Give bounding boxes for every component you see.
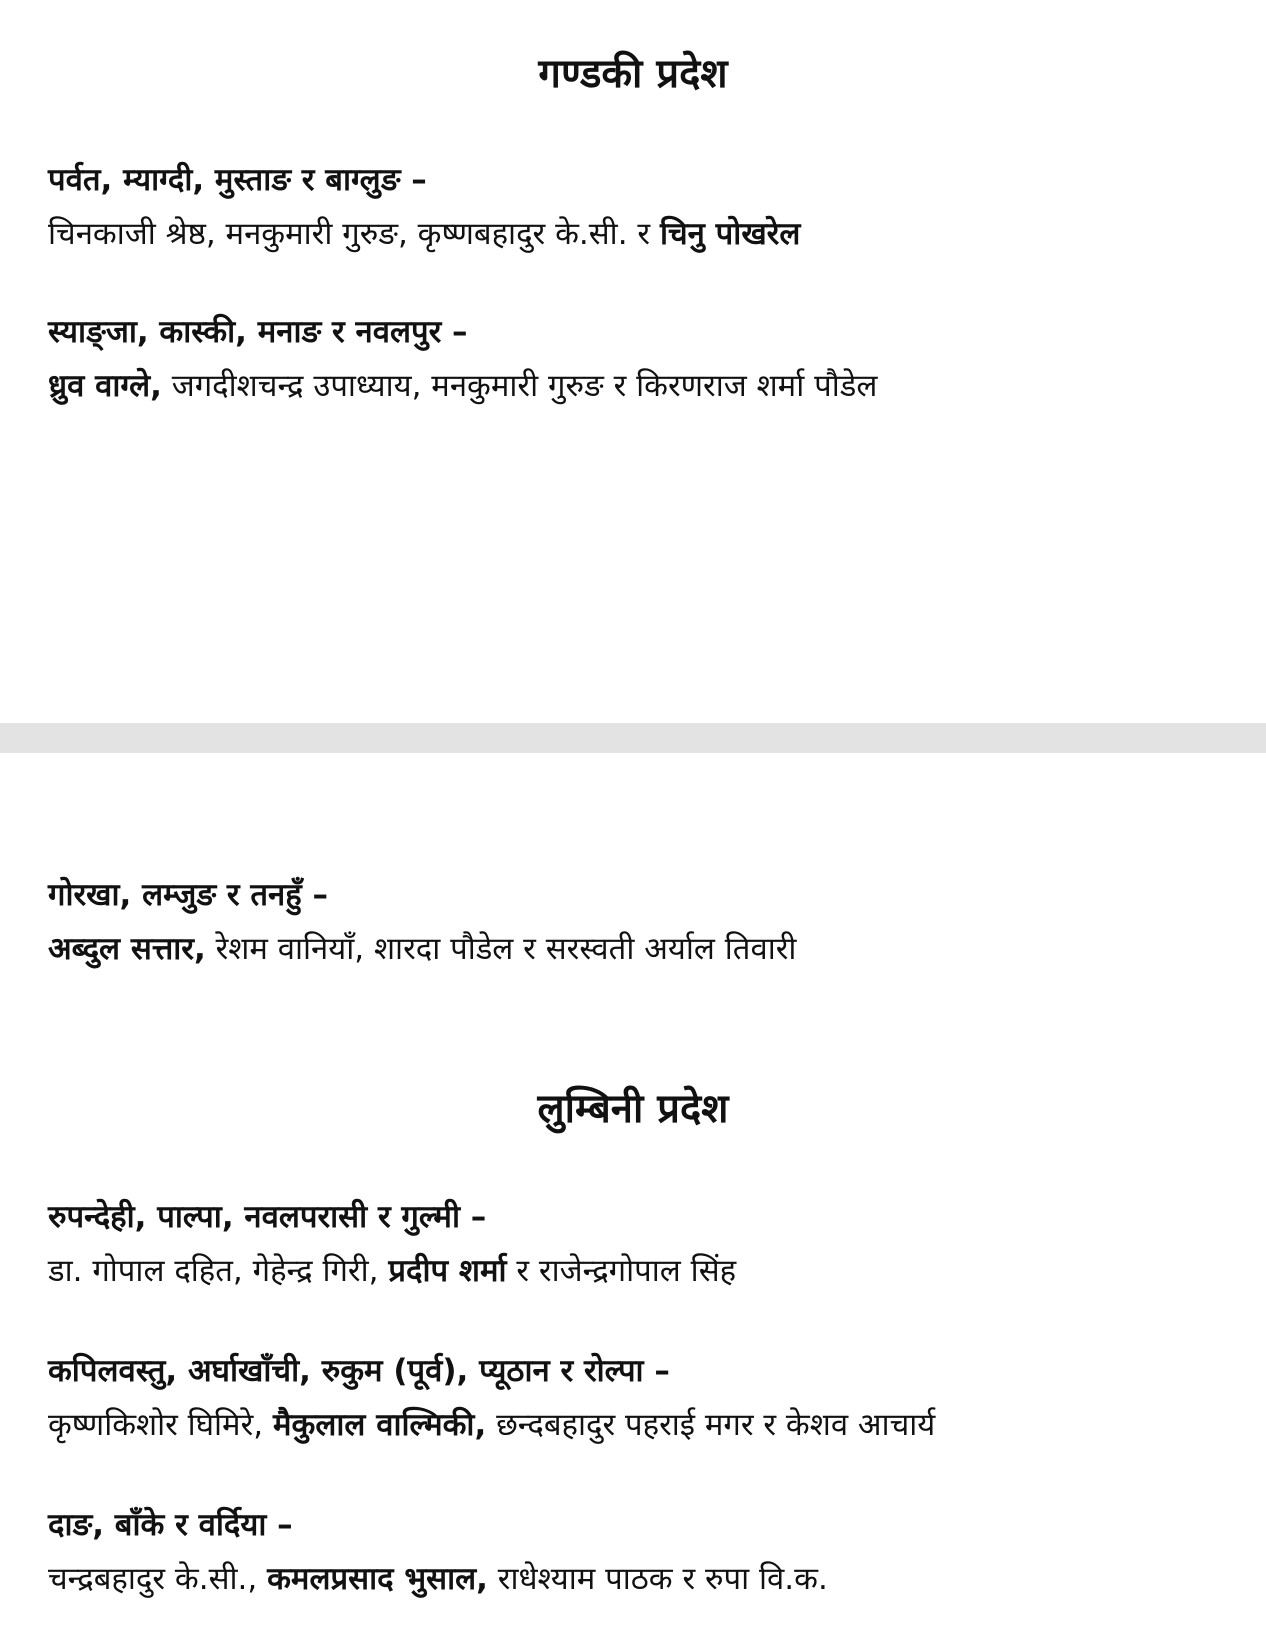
- name-text: चिनकाजी श्रेष्ठ, मनकुमारी गुरुङ, कृष्णबहादुर के.सी. र: [48, 216, 660, 252]
- name-text: राधेश्याम पाठक र रुपा वि.क.: [487, 1561, 828, 1597]
- name-text: छन्दबहादुर पहराई मगर र केशव आचार्य: [486, 1407, 936, 1443]
- name-text-bold: प्रदीप शर्मा: [388, 1253, 507, 1289]
- district-line: दाङ, बाँके र वर्दिया –: [48, 1507, 293, 1543]
- section-heading-lumbini: लुम्बिनी प्रदेश: [537, 1086, 729, 1132]
- district-line: रुपन्देही, पाल्पा, नवलपरासी र गुल्मी –: [48, 1199, 487, 1235]
- name-text: रेशम वानियाँ, शारदा पौडेल र सरस्वती अर्याल तिवारी: [205, 931, 797, 967]
- district-line: गोरखा, लम्जुङ र तनहुँ –: [48, 877, 329, 913]
- district-group-6: [48, 1503, 1238, 1601]
- names-line: [48, 1403, 1238, 1447]
- section-heading-gandaki: गण्डकी प्रदेश: [538, 51, 728, 97]
- name-text: डा. गोपाल दहित, गेहेन्द्र गिरी,: [48, 1253, 389, 1289]
- names-line: [48, 927, 1238, 971]
- district-group-4: [48, 1195, 1238, 1293]
- page-separator: [0, 723, 1266, 753]
- names-line: [48, 1249, 1238, 1293]
- document-page-2: [0, 753, 1266, 1639]
- names-line: [48, 1557, 1238, 1601]
- name-text: जगदीशचन्द्र उपाध्याय, मनकुमारी गुरुङ र किरणराज शर्मा पौडेल: [161, 368, 878, 404]
- district-line: स्याङ्जा, कास्की, मनाङ र नवलपुर –: [48, 314, 468, 350]
- district-group-2: [48, 310, 1238, 408]
- district-line: कपिलवस्तु, अर्घाखाँची, रुकुम (पूर्व), प्यूठान र रोल्पा –: [48, 1353, 670, 1389]
- name-text-bold: मैकुलाल वाल्मिकी,: [273, 1407, 487, 1443]
- name-text: कृष्णकिशोर घिमिरे,: [48, 1407, 273, 1443]
- district-line: पर्वत, म्याग्दी, मुस्ताङ र बाग्लुङ –: [48, 162, 427, 198]
- name-text: चन्द्रबहादुर के.सी.,: [48, 1561, 268, 1597]
- name-text: र राजेन्द्रगोपाल सिंह: [506, 1253, 737, 1289]
- district-group-3: [48, 873, 1238, 971]
- district-group-1: [48, 158, 1238, 256]
- names-line: [48, 212, 1238, 256]
- name-text-bold: ध्रुव वाग्ले,: [48, 368, 162, 404]
- document-page-1: [0, 0, 1266, 723]
- district-group-5: [48, 1349, 1238, 1447]
- name-text-bold: अब्दुल सत्तार,: [48, 931, 206, 967]
- name-text-bold: चिनु पोखरेल: [659, 216, 801, 252]
- names-line: [48, 364, 1238, 408]
- name-text-bold: कमलप्रसाद भुसाल,: [267, 1561, 488, 1597]
